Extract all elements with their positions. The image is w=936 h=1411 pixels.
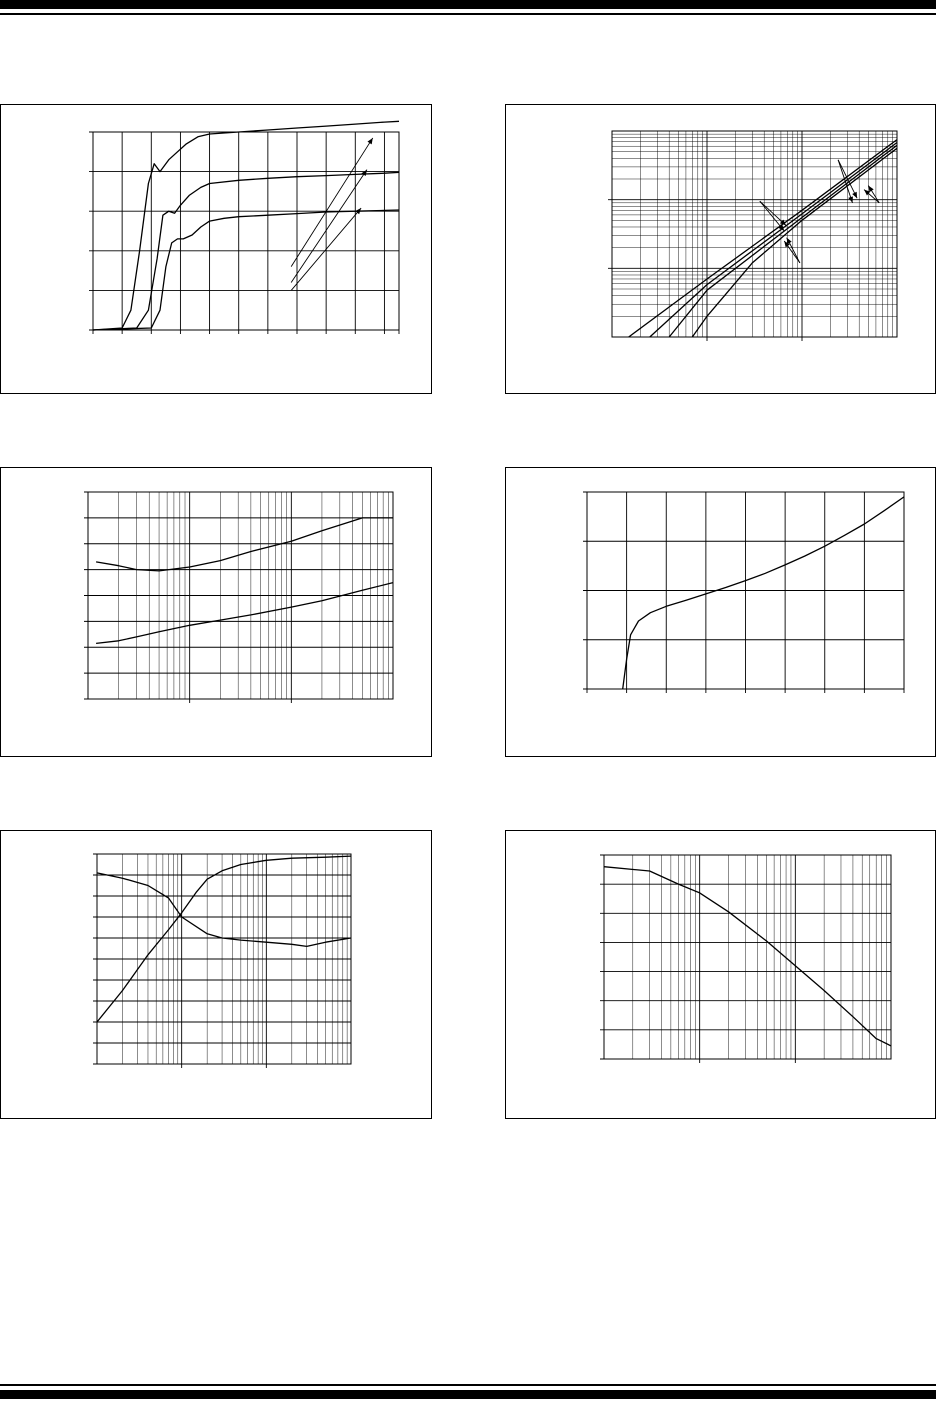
bottom-rule-thin bbox=[0, 1384, 936, 1386]
chart-d bbox=[506, 468, 936, 758]
chart-panel-a bbox=[0, 104, 432, 394]
series-line-1 bbox=[604, 867, 891, 1046]
bottom-rule-thick bbox=[0, 1390, 936, 1399]
series-line-1 bbox=[93, 121, 399, 330]
chart-e bbox=[1, 831, 433, 1120]
plot-frame bbox=[612, 131, 897, 337]
plot-frame bbox=[93, 132, 399, 330]
series-line-1 bbox=[97, 873, 351, 947]
series-line-2 bbox=[97, 856, 351, 1022]
top-rule-thick bbox=[0, 0, 936, 9]
series-line-2 bbox=[96, 583, 393, 644]
annotation-arrowhead bbox=[362, 170, 367, 176]
chart-f bbox=[506, 831, 936, 1120]
annotation-leader bbox=[291, 138, 373, 267]
series-line-1 bbox=[629, 140, 897, 337]
chart-panel-e bbox=[0, 830, 432, 1119]
annotation-arrowhead bbox=[367, 138, 372, 144]
top-rule-thin bbox=[0, 13, 936, 15]
series-line-3 bbox=[93, 210, 399, 330]
chart-a bbox=[1, 105, 433, 395]
chart-panel-b bbox=[505, 104, 936, 394]
series-line-4 bbox=[692, 148, 897, 337]
series-line-1 bbox=[96, 518, 393, 571]
annotation-arrowhead bbox=[868, 186, 873, 192]
series-line-1 bbox=[623, 497, 904, 689]
chart-panel-d bbox=[505, 467, 936, 757]
chart-c bbox=[1, 468, 433, 758]
plot-frame bbox=[604, 855, 891, 1059]
chart-panel-f bbox=[505, 830, 936, 1119]
chart-panel-c bbox=[0, 467, 432, 757]
chart-b bbox=[506, 105, 936, 395]
